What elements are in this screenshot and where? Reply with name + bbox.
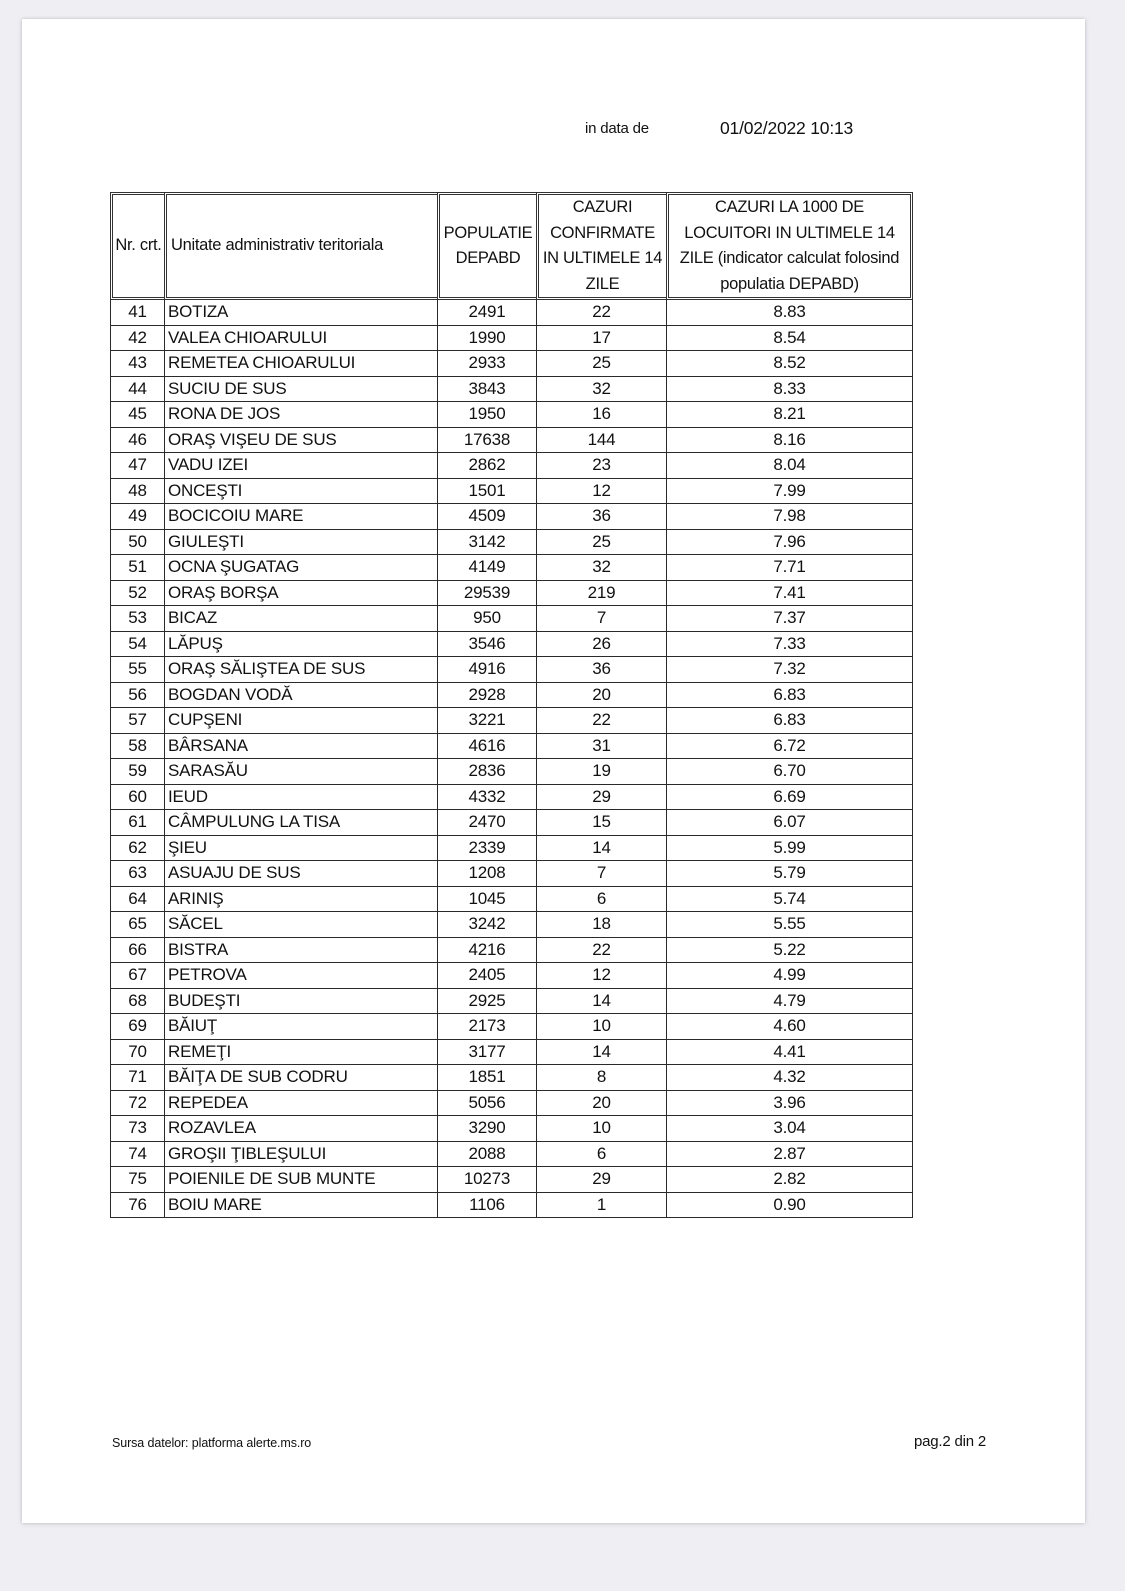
cases-value: 6 bbox=[536, 1142, 666, 1168]
row-number: 67 bbox=[110, 963, 164, 989]
cases-value: 25 bbox=[536, 530, 666, 556]
row-number: 71 bbox=[110, 1065, 164, 1091]
table-row bbox=[110, 912, 913, 938]
row-number: 60 bbox=[110, 785, 164, 811]
cases-value: 22 bbox=[536, 708, 666, 734]
cases-value: 8 bbox=[536, 1065, 666, 1091]
row-number: 55 bbox=[110, 657, 164, 683]
row-number: 48 bbox=[110, 479, 164, 505]
rate-value: 7.37 bbox=[666, 606, 913, 632]
unit-name: BUDEŞTI bbox=[164, 989, 437, 1015]
population-value: 2862 bbox=[437, 453, 536, 479]
rate-value: 7.41 bbox=[666, 581, 913, 607]
column-header-nr: Nr. crt. bbox=[110, 192, 164, 300]
rate-value: 5.79 bbox=[666, 861, 913, 887]
row-number: 46 bbox=[110, 428, 164, 454]
unit-name: BÂRSANA bbox=[164, 734, 437, 760]
cases-value: 144 bbox=[536, 428, 666, 454]
row-number: 61 bbox=[110, 810, 164, 836]
cases-value: 36 bbox=[536, 504, 666, 530]
rate-value: 8.04 bbox=[666, 453, 913, 479]
unit-name: RONA DE JOS bbox=[164, 402, 437, 428]
table-row bbox=[110, 1167, 913, 1193]
cases-value: 25 bbox=[536, 351, 666, 377]
table-row bbox=[110, 1116, 913, 1142]
table-row bbox=[110, 759, 913, 785]
population-value: 3221 bbox=[437, 708, 536, 734]
rate-value: 8.54 bbox=[666, 326, 913, 352]
rate-value: 3.04 bbox=[666, 1116, 913, 1142]
row-number: 45 bbox=[110, 402, 164, 428]
row-number: 72 bbox=[110, 1091, 164, 1117]
unit-name: GIULEŞTI bbox=[164, 530, 437, 556]
rate-value: 4.99 bbox=[666, 963, 913, 989]
row-number: 51 bbox=[110, 555, 164, 581]
column-header-unit: Unitate administrativ teritoriala bbox=[164, 192, 437, 300]
rate-value: 7.99 bbox=[666, 479, 913, 505]
table-row bbox=[110, 683, 913, 709]
row-number: 64 bbox=[110, 887, 164, 913]
population-value: 1990 bbox=[437, 326, 536, 352]
cases-value: 1 bbox=[536, 1193, 666, 1219]
table-row bbox=[110, 479, 913, 505]
population-value: 2491 bbox=[437, 300, 536, 326]
unit-name: ARINIŞ bbox=[164, 887, 437, 913]
row-number: 69 bbox=[110, 1014, 164, 1040]
table-row bbox=[110, 581, 913, 607]
population-value: 950 bbox=[437, 606, 536, 632]
population-value: 4916 bbox=[437, 657, 536, 683]
rate-value: 7.33 bbox=[666, 632, 913, 658]
unit-name: ORAŞ SĂLIŞTEA DE SUS bbox=[164, 657, 437, 683]
unit-name: SUCIU DE SUS bbox=[164, 377, 437, 403]
row-number: 70 bbox=[110, 1040, 164, 1066]
table-row bbox=[110, 810, 913, 836]
row-number: 74 bbox=[110, 1142, 164, 1168]
rate-value: 8.83 bbox=[666, 300, 913, 326]
data-source-note: Sursa datelor: platforma alerte.ms.ro bbox=[112, 1436, 312, 1450]
cases-value: 14 bbox=[536, 836, 666, 862]
population-value: 4216 bbox=[437, 938, 536, 964]
unit-name: ORAŞ VIŞEU DE SUS bbox=[164, 428, 437, 454]
population-value: 2928 bbox=[437, 683, 536, 709]
population-value: 3546 bbox=[437, 632, 536, 658]
table-row bbox=[110, 300, 913, 326]
unit-name: PETROVA bbox=[164, 963, 437, 989]
population-value: 3843 bbox=[437, 377, 536, 403]
page-number: pag.2 din 2 bbox=[914, 1433, 987, 1450]
row-number: 44 bbox=[110, 377, 164, 403]
unit-name: ROZAVLEA bbox=[164, 1116, 437, 1142]
table-row bbox=[110, 1040, 913, 1066]
cases-value: 14 bbox=[536, 1040, 666, 1066]
population-value: 1501 bbox=[437, 479, 536, 505]
rate-value: 7.71 bbox=[666, 555, 913, 581]
rate-value: 2.87 bbox=[666, 1142, 913, 1168]
table-row bbox=[110, 555, 913, 581]
unit-name: BĂIŢA DE SUB CODRU bbox=[164, 1065, 437, 1091]
table-header bbox=[110, 192, 913, 300]
row-number: 47 bbox=[110, 453, 164, 479]
unit-name: GROŞII ŢIBLEŞULUI bbox=[164, 1142, 437, 1168]
cases-value: 22 bbox=[536, 938, 666, 964]
rate-value: 2.82 bbox=[666, 1167, 913, 1193]
cases-table bbox=[110, 192, 913, 1218]
cases-value: 14 bbox=[536, 989, 666, 1015]
table-row bbox=[110, 632, 913, 658]
rate-value: 6.70 bbox=[666, 759, 913, 785]
table-row bbox=[110, 1193, 913, 1219]
table-row bbox=[110, 377, 913, 403]
rate-value: 7.96 bbox=[666, 530, 913, 556]
cases-value: 17 bbox=[536, 326, 666, 352]
rate-value: 4.79 bbox=[666, 989, 913, 1015]
column-header-population: POPULATIE DEPABD bbox=[437, 192, 536, 300]
cases-value: 6 bbox=[536, 887, 666, 913]
unit-name: VADU IZEI bbox=[164, 453, 437, 479]
table-body bbox=[110, 300, 913, 1218]
rate-value: 4.60 bbox=[666, 1014, 913, 1040]
rate-value: 8.33 bbox=[666, 377, 913, 403]
table-row bbox=[110, 734, 913, 760]
unit-name: SĂCEL bbox=[164, 912, 437, 938]
population-value: 1208 bbox=[437, 861, 536, 887]
row-number: 54 bbox=[110, 632, 164, 658]
rate-value: 6.07 bbox=[666, 810, 913, 836]
row-number: 59 bbox=[110, 759, 164, 785]
unit-name: BOTIZA bbox=[164, 300, 437, 326]
population-value: 1045 bbox=[437, 887, 536, 913]
table-row bbox=[110, 1065, 913, 1091]
rate-value: 8.16 bbox=[666, 428, 913, 454]
cases-value: 12 bbox=[536, 479, 666, 505]
population-value: 4149 bbox=[437, 555, 536, 581]
cases-value: 16 bbox=[536, 402, 666, 428]
rate-value: 5.74 bbox=[666, 887, 913, 913]
row-number: 43 bbox=[110, 351, 164, 377]
unit-name: LĂPUŞ bbox=[164, 632, 437, 658]
table-row bbox=[110, 1142, 913, 1168]
rate-value: 7.98 bbox=[666, 504, 913, 530]
rate-value: 7.32 bbox=[666, 657, 913, 683]
rate-value: 4.32 bbox=[666, 1065, 913, 1091]
table-row bbox=[110, 836, 913, 862]
population-value: 2836 bbox=[437, 759, 536, 785]
population-value: 3142 bbox=[437, 530, 536, 556]
row-number: 66 bbox=[110, 938, 164, 964]
table-row bbox=[110, 1014, 913, 1040]
unit-name: ONCEŞTI bbox=[164, 479, 437, 505]
unit-name: BOGDAN VODĂ bbox=[164, 683, 437, 709]
row-number: 68 bbox=[110, 989, 164, 1015]
population-value: 2339 bbox=[437, 836, 536, 862]
population-value: 2173 bbox=[437, 1014, 536, 1040]
unit-name: VALEA CHIOARULUI bbox=[164, 326, 437, 352]
rate-value: 6.83 bbox=[666, 708, 913, 734]
population-value: 5056 bbox=[437, 1091, 536, 1117]
table-row bbox=[110, 938, 913, 964]
row-number: 41 bbox=[110, 300, 164, 326]
cases-value: 19 bbox=[536, 759, 666, 785]
population-value: 1851 bbox=[437, 1065, 536, 1091]
rate-value: 4.41 bbox=[666, 1040, 913, 1066]
row-number: 65 bbox=[110, 912, 164, 938]
row-number: 63 bbox=[110, 861, 164, 887]
rate-value: 5.22 bbox=[666, 938, 913, 964]
cases-value: 12 bbox=[536, 963, 666, 989]
unit-name: IEUD bbox=[164, 785, 437, 811]
row-number: 76 bbox=[110, 1193, 164, 1219]
unit-name: REMETEA CHIOARULUI bbox=[164, 351, 437, 377]
table-row bbox=[110, 351, 913, 377]
cases-value: 32 bbox=[536, 377, 666, 403]
header-row bbox=[110, 192, 913, 300]
cases-value: 15 bbox=[536, 810, 666, 836]
population-value: 4332 bbox=[437, 785, 536, 811]
cases-value: 23 bbox=[536, 453, 666, 479]
unit-name: BOCICOIU MARE bbox=[164, 504, 437, 530]
population-value: 3242 bbox=[437, 912, 536, 938]
population-value: 4616 bbox=[437, 734, 536, 760]
unit-name: ŞIEU bbox=[164, 836, 437, 862]
table-row bbox=[110, 887, 913, 913]
cases-value: 29 bbox=[536, 1167, 666, 1193]
cases-value: 31 bbox=[536, 734, 666, 760]
table-row bbox=[110, 861, 913, 887]
cases-value: 7 bbox=[536, 861, 666, 887]
table-row bbox=[110, 708, 913, 734]
row-number: 73 bbox=[110, 1116, 164, 1142]
unit-name: REMEŢI bbox=[164, 1040, 437, 1066]
row-number: 62 bbox=[110, 836, 164, 862]
rate-value: 5.55 bbox=[666, 912, 913, 938]
unit-name: CUPŞENI bbox=[164, 708, 437, 734]
population-value: 10273 bbox=[437, 1167, 536, 1193]
unit-name: ASUAJU DE SUS bbox=[164, 861, 437, 887]
unit-name: SARASĂU bbox=[164, 759, 437, 785]
rate-value: 8.52 bbox=[666, 351, 913, 377]
unit-name: CÂMPULUNG LA TISA bbox=[164, 810, 437, 836]
row-number: 49 bbox=[110, 504, 164, 530]
row-number: 56 bbox=[110, 683, 164, 709]
cases-value: 219 bbox=[536, 581, 666, 607]
cases-value: 32 bbox=[536, 555, 666, 581]
cases-value: 18 bbox=[536, 912, 666, 938]
table-row bbox=[110, 657, 913, 683]
cases-value: 20 bbox=[536, 1091, 666, 1117]
population-value: 2470 bbox=[437, 810, 536, 836]
rate-value: 0.90 bbox=[666, 1193, 913, 1219]
row-number: 75 bbox=[110, 1167, 164, 1193]
table-row bbox=[110, 785, 913, 811]
column-header-cases: CAZURI CONFIRMATE IN ULTIMELE 14 ZILE bbox=[536, 192, 666, 300]
population-value: 1106 bbox=[437, 1193, 536, 1219]
table-row bbox=[110, 402, 913, 428]
table-row bbox=[110, 606, 913, 632]
population-value: 29539 bbox=[437, 581, 536, 607]
row-number: 50 bbox=[110, 530, 164, 556]
unit-name: POIENILE DE SUB MUNTE bbox=[164, 1167, 437, 1193]
rate-value: 6.83 bbox=[666, 683, 913, 709]
table-row bbox=[110, 963, 913, 989]
column-header-rate: CAZURI LA 1000 DE LOCUITORI IN ULTIMELE 14 ZILE (indicator calculat folosind populatia DEPABD) bbox=[666, 192, 913, 300]
report-date-value: 01/02/2022 10:13 bbox=[720, 118, 854, 138]
row-number: 58 bbox=[110, 734, 164, 760]
unit-name: BĂIUŢ bbox=[164, 1014, 437, 1040]
cases-value: 26 bbox=[536, 632, 666, 658]
table-row bbox=[110, 453, 913, 479]
table-row bbox=[110, 326, 913, 352]
unit-name: ORAŞ BORŞA bbox=[164, 581, 437, 607]
cases-value: 20 bbox=[536, 683, 666, 709]
cases-value: 10 bbox=[536, 1116, 666, 1142]
row-number: 42 bbox=[110, 326, 164, 352]
row-number: 52 bbox=[110, 581, 164, 607]
cases-value: 10 bbox=[536, 1014, 666, 1040]
rate-value: 5.99 bbox=[666, 836, 913, 862]
population-value: 2405 bbox=[437, 963, 536, 989]
table-row bbox=[110, 504, 913, 530]
table-row bbox=[110, 530, 913, 556]
rate-value: 3.96 bbox=[666, 1091, 913, 1117]
unit-name: REPEDEA bbox=[164, 1091, 437, 1117]
unit-name: OCNA ŞUGATAG bbox=[164, 555, 437, 581]
rate-value: 6.69 bbox=[666, 785, 913, 811]
population-value: 2933 bbox=[437, 351, 536, 377]
rate-value: 8.21 bbox=[666, 402, 913, 428]
rate-value: 6.72 bbox=[666, 734, 913, 760]
cases-value: 36 bbox=[536, 657, 666, 683]
cases-value: 29 bbox=[536, 785, 666, 811]
table-row bbox=[110, 989, 913, 1015]
report-date-label: in data de bbox=[585, 120, 649, 137]
unit-name: BISTRA bbox=[164, 938, 437, 964]
cases-value: 7 bbox=[536, 606, 666, 632]
row-number: 57 bbox=[110, 708, 164, 734]
population-value: 3177 bbox=[437, 1040, 536, 1066]
population-value: 4509 bbox=[437, 504, 536, 530]
population-value: 3290 bbox=[437, 1116, 536, 1142]
population-value: 2088 bbox=[437, 1142, 536, 1168]
table-row bbox=[110, 428, 913, 454]
population-value: 17638 bbox=[437, 428, 536, 454]
population-value: 2925 bbox=[437, 989, 536, 1015]
unit-name: BICAZ bbox=[164, 606, 437, 632]
unit-name: BOIU MARE bbox=[164, 1193, 437, 1219]
cases-value: 22 bbox=[536, 300, 666, 326]
table-row bbox=[110, 1091, 913, 1117]
document-page bbox=[22, 19, 1085, 1523]
population-value: 1950 bbox=[437, 402, 536, 428]
row-number: 53 bbox=[110, 606, 164, 632]
